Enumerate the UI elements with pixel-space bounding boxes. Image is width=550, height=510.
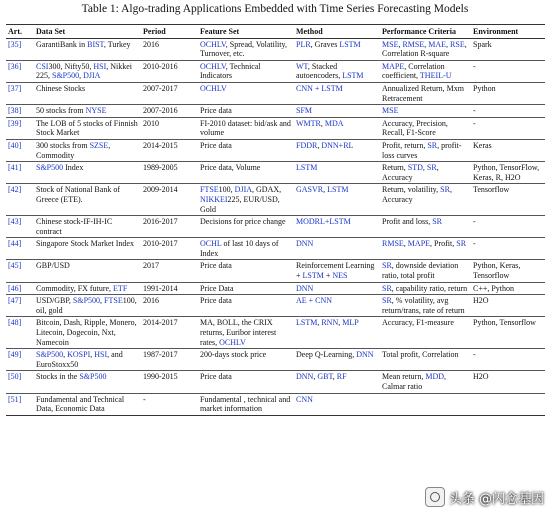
cell-text: , — [100, 296, 105, 306]
cell-text: , — [320, 118, 325, 128]
acronym-link[interactable]: DJIA — [83, 71, 101, 81]
cell-text: , Turkey — [103, 39, 131, 49]
cell-feature-set — [198, 371, 294, 393]
acronym-link[interactable]: S&P500 — [52, 71, 80, 81]
cell-text: Stock of National Bank of Greece (ETE). — [36, 185, 120, 204]
cell-performance-criteria — [380, 117, 471, 139]
table-body — [6, 38, 545, 415]
cell-art-ref[interactable]: [48] — [6, 317, 34, 349]
acronym-link[interactable]: OCHL — [200, 239, 222, 249]
acronym-link[interactable]: NIKKEI — [200, 194, 228, 204]
cell-period: 2007-2016 — [141, 105, 198, 118]
cell-performance-criteria — [380, 371, 471, 393]
cell-art-ref[interactable]: [39] — [6, 117, 34, 139]
acronym-link[interactable]: S&P500 — [36, 163, 64, 173]
acronym-link[interactable]: KOSPI — [67, 350, 91, 360]
cell-data-set — [34, 349, 141, 371]
cell-art-ref[interactable]: [43] — [6, 216, 34, 238]
cell-feature-set — [198, 238, 294, 260]
cell-text: Accuracy, F1-measure — [382, 318, 454, 328]
header-method: Method — [294, 25, 380, 39]
cell-method — [294, 349, 380, 371]
acronym-link[interactable]: SR — [382, 296, 392, 306]
acronym-link[interactable]: OCHLV — [200, 83, 227, 93]
cell-text: FI-2010 dataset: bid/ask and volume — [200, 118, 291, 138]
cell-feature-set — [198, 184, 294, 216]
table-row — [6, 82, 545, 104]
cell-feature-set — [198, 117, 294, 139]
cell-environment: Spark — [471, 38, 545, 60]
table-row — [6, 105, 545, 118]
cell-text: , and EuroStoxx50 — [36, 350, 123, 369]
table-caption: Table 1: Algo-trading Applications Embedded with Time Series Forecasting Models — [81, 3, 469, 15]
cell-text: + — [323, 271, 333, 281]
cell-art-ref[interactable]: [40] — [6, 139, 34, 161]
cell-text: of last 10 days of Index — [200, 239, 279, 258]
cell-text: Return, volatility, — [382, 185, 441, 195]
cell-feature-set — [198, 295, 294, 317]
acronym-link[interactable]: NYSE — [85, 106, 107, 116]
cell-art-ref[interactable]: [46] — [6, 282, 34, 295]
cell-text: Decisions for price change — [200, 217, 286, 227]
acronym-link[interactable]: LSTM — [327, 185, 349, 195]
cell-performance-criteria — [380, 295, 471, 317]
cell-method — [294, 105, 380, 118]
cell-method — [294, 162, 380, 184]
cell-period: 1991-2014 — [141, 282, 198, 295]
cell-text: Fundamental and Technical Data, Economic Data — [36, 394, 125, 414]
acronym-link[interactable]: SR — [440, 185, 450, 195]
cell-text: , Graves — [310, 39, 340, 49]
cell-environment: - — [471, 216, 545, 238]
cell-data-set — [34, 105, 141, 118]
acronym-link[interactable]: DJIA — [234, 185, 253, 195]
cell-performance-criteria — [380, 139, 471, 161]
cell-art-ref[interactable]: [44] — [6, 238, 34, 260]
cell-environment: Python, TensorFlow, Keras, R, H2O — [471, 162, 545, 184]
acronym-link[interactable]: SR — [427, 140, 438, 150]
cell-environment: - — [471, 117, 545, 139]
cell-period: 2010-2017 — [141, 238, 198, 260]
cell-data-set — [34, 162, 141, 184]
cell-text: MA, BOLL, the CRIX returns, Euribor interest rates, — [200, 318, 277, 347]
cell-text: Mean return, — [382, 372, 426, 382]
cell-text: , — [90, 350, 95, 360]
acronym-link[interactable]: DNN — [296, 372, 314, 382]
cell-text: , — [332, 372, 337, 382]
acronym-link[interactable]: MODRL+LSTM — [296, 217, 351, 227]
cell-text: , — [317, 140, 322, 150]
cell-environment: - — [471, 60, 545, 82]
cell-text: Stocks in the — [36, 372, 80, 382]
cell-data-set — [34, 139, 141, 161]
acronym-link[interactable]: WMTR — [296, 118, 321, 128]
acronym-link[interactable]: MSE — [382, 39, 399, 49]
cell-text: Commodity, FX future, — [36, 283, 114, 293]
cell-text: , Correlation coefficient, — [382, 61, 445, 81]
acronym-link[interactable]: MAPE — [382, 61, 405, 71]
cell-data-set — [34, 295, 141, 317]
cell-text: Bitcoin, Dash, Ripple, Monero, Litecoin, Dogecoin, Nxt, Namecoin — [36, 318, 137, 347]
table-row — [6, 282, 545, 295]
cell-period: 2014-2017 — [141, 317, 198, 349]
cell-text: Index — [63, 163, 84, 173]
cell-text: 300 stocks from — [36, 140, 90, 150]
cell-feature-set — [198, 82, 294, 104]
cell-data-set — [34, 282, 141, 295]
cell-art-ref[interactable]: [47] — [6, 295, 34, 317]
acronym-link[interactable]: GBT — [317, 372, 333, 382]
acronym-link[interactable]: MDD — [425, 372, 444, 382]
acronym-link[interactable]: BIST — [87, 39, 104, 49]
cell-method — [294, 317, 380, 349]
cell-environment: Keras — [471, 139, 545, 161]
table-row — [6, 139, 545, 161]
cell-method — [294, 393, 380, 415]
acronym-link[interactable]: SR — [382, 283, 392, 293]
acronym-link[interactable]: FTSE — [104, 296, 123, 306]
cell-environment: Tensorflow — [471, 184, 545, 216]
cell-method — [294, 282, 380, 295]
cell-text: 300, Nifty50, — [48, 61, 94, 71]
cell-text: , Correlation R-square — [382, 39, 467, 59]
cell-text: Annualized Return, Mxm Retracement — [382, 83, 464, 103]
header-performance-criteria: Performance Criteria — [380, 25, 471, 39]
cell-data-set — [34, 371, 141, 393]
acronym-link[interactable]: DNN — [296, 239, 314, 249]
cell-text: GBP/USD — [36, 261, 70, 271]
cell-feature-set — [198, 317, 294, 349]
cell-method — [294, 371, 380, 393]
cell-period: 1989-2005 — [141, 162, 198, 184]
cell-feature-set — [198, 38, 294, 60]
acronym-link[interactable]: S&P500 — [72, 296, 101, 306]
cell-environment: - — [471, 238, 545, 260]
cell-environment: - — [471, 105, 545, 118]
acronym-link[interactable]: DNN+RL — [321, 140, 354, 150]
table-row — [6, 317, 545, 349]
table-row — [6, 60, 545, 82]
acronym-link[interactable]: MDA — [324, 118, 344, 128]
acronym-link[interactable]: CNN — [296, 394, 313, 404]
cell-method — [294, 82, 380, 104]
acronym-link[interactable]: S&P500 — [36, 350, 64, 360]
table-row — [6, 184, 545, 216]
cell-period: 2007-2017 — [141, 82, 198, 104]
acronym-link[interactable]: LSTM — [296, 163, 318, 173]
cell-art-ref[interactable]: [36] — [6, 60, 34, 82]
cell-art-ref[interactable]: [49] — [6, 349, 34, 371]
cell-text: , — [446, 39, 451, 49]
cell-method — [294, 216, 380, 238]
cell-art-ref[interactable]: [41] — [6, 162, 34, 184]
cell-period: 2016-2017 — [141, 216, 198, 238]
cell-text: Profit and loss, — [382, 217, 433, 227]
cell-feature-set — [198, 393, 294, 415]
watermark — [425, 487, 544, 507]
cell-art-ref[interactable]: [37] — [6, 82, 34, 104]
cell-text: , Accuracy — [382, 185, 452, 204]
cell-text: 200-days stock price — [200, 350, 267, 360]
cell-performance-criteria — [380, 349, 471, 371]
watermark-text: 头条 @闪念基因 — [448, 491, 544, 507]
acronym-link[interactable]: MLP — [342, 318, 359, 328]
cell-method — [294, 60, 380, 82]
cell-text: Profit, return, — [382, 140, 428, 150]
cell-text: Price data — [200, 140, 232, 150]
acronym-link[interactable]: PLR — [296, 39, 311, 49]
cell-text: , Profit, — [430, 239, 457, 249]
cell-feature-set — [198, 216, 294, 238]
cell-art-ref[interactable]: [42] — [6, 184, 34, 216]
cell-method — [294, 260, 380, 282]
cell-performance-criteria — [380, 260, 471, 282]
cell-text: 100, oil, gold — [36, 296, 137, 315]
table-row — [6, 371, 545, 393]
acronym-link[interactable]: AE + CNN — [296, 296, 333, 306]
cell-feature-set — [198, 349, 294, 371]
cell-text: , — [422, 163, 427, 173]
cell-text: Price data, Volume — [200, 163, 261, 173]
acronym-link[interactable]: THEIL-U — [419, 71, 452, 81]
cell-text: Price Data — [200, 283, 234, 293]
acronym-link[interactable]: S&P500 — [79, 372, 107, 382]
table-row — [6, 295, 545, 317]
cell-text: , — [323, 185, 328, 195]
table-row — [6, 393, 545, 415]
acronym-link[interactable]: DNN — [296, 283, 314, 293]
acronym-link[interactable]: MSE — [382, 106, 399, 116]
acronym-link[interactable]: OCHLV — [200, 39, 226, 49]
cell-method — [294, 184, 380, 216]
cell-feature-set — [198, 60, 294, 82]
acronym-link[interactable]: NES — [332, 271, 348, 281]
cell-text: , capability ratio, return — [391, 283, 468, 293]
cell-data-set — [34, 38, 141, 60]
cell-data-set — [34, 260, 141, 282]
table-row — [6, 238, 545, 260]
cell-data-set — [34, 184, 141, 216]
cell-text: Reinforcement Learning + — [296, 261, 375, 281]
acronym-link[interactable]: SR — [456, 239, 467, 249]
cell-text: 100, — [218, 185, 235, 195]
acronym-link[interactable]: WT — [296, 61, 308, 71]
header-data-set: Data Set — [34, 25, 141, 39]
cell-text: , downside deviation ratio, total profit — [382, 261, 459, 281]
acronym-link[interactable]: CNN + LSTM — [296, 83, 343, 93]
cell-performance-criteria — [380, 238, 471, 260]
cell-text: Total profit, Correlation — [382, 350, 459, 360]
table-row — [6, 117, 545, 139]
acronym-link[interactable]: MAPE — [407, 239, 431, 249]
cell-text: , — [338, 318, 343, 328]
cell-period: 2014-2015 — [141, 139, 198, 161]
header-period: Period — [141, 25, 198, 39]
table-row — [6, 162, 545, 184]
cell-environment: - — [471, 349, 545, 371]
cell-text: , — [79, 71, 84, 81]
cell-text: GarantiBank in — [36, 39, 88, 49]
cell-text: , — [63, 350, 68, 360]
cell-environment: H2O — [471, 295, 545, 317]
acronym-link[interactable]: SZSE — [89, 140, 109, 150]
cell-environment: C++, Python — [471, 282, 545, 295]
cell-feature-set — [198, 105, 294, 118]
acronym-link[interactable]: DNN — [356, 350, 374, 360]
algo-trading-table — [6, 24, 545, 416]
cell-art-ref[interactable]: [51] — [6, 393, 34, 415]
cell-method — [294, 38, 380, 60]
cell-text: Accuracy, Precision, Recall, F1-Score — [382, 118, 448, 138]
header-feature-set: Feature Set — [198, 25, 294, 39]
cell-text: The LOB of 5 stocks of Finnish Stock Market — [36, 118, 138, 138]
acronym-link[interactable]: SR — [382, 261, 392, 271]
cell-feature-set — [198, 260, 294, 282]
cell-text: Return, — [382, 163, 408, 173]
cell-performance-criteria — [380, 393, 471, 415]
camera-app-icon — [425, 487, 445, 507]
cell-text: , GDAX, — [252, 185, 282, 195]
acronym-link[interactable]: FTSE — [200, 185, 219, 195]
cell-data-set — [34, 216, 141, 238]
cell-text: , Stacked autoencoders, — [296, 61, 343, 81]
acronym-link[interactable]: RMSE — [402, 39, 425, 49]
acronym-link[interactable]: ETF — [113, 283, 128, 293]
cell-method — [294, 117, 380, 139]
table-row — [6, 216, 545, 238]
cell-text: , Commodity — [36, 140, 111, 160]
header-art: Art. — [6, 25, 34, 39]
cell-text: Singapore Stock Market Index — [36, 239, 134, 249]
cell-feature-set — [198, 139, 294, 161]
cell-text: USD/GBP, — [36, 296, 73, 306]
acronym-link[interactable]: STD — [407, 163, 423, 173]
cell-text: , Spread, Volatility, Turnover, etc. — [200, 39, 287, 59]
cell-art-ref[interactable]: [38] — [6, 105, 34, 118]
acronym-link[interactable]: RF — [336, 372, 347, 382]
cell-text: , Nikkei 225, — [36, 61, 133, 81]
cell-text: Price data — [200, 296, 232, 306]
acronym-link[interactable]: HSI — [93, 61, 107, 71]
cell-data-set — [34, 117, 141, 139]
cell-text: Chinese stock-IF-IH-IC contract — [36, 217, 113, 236]
cell-performance-criteria — [380, 216, 471, 238]
cell-art-ref[interactable]: [50] — [6, 371, 34, 393]
cell-performance-criteria — [380, 105, 471, 118]
cell-data-set — [34, 317, 141, 349]
cell-environment: Python, Keras, Tensorflow — [471, 260, 545, 282]
cell-performance-criteria — [380, 184, 471, 216]
cell-period: 2017 — [141, 260, 198, 282]
cell-text: , Calmar ratio — [382, 372, 446, 391]
cell-period: 2010 — [141, 117, 198, 139]
acronym-link[interactable]: RMSE — [382, 239, 404, 249]
acronym-link[interactable]: RSE — [450, 39, 465, 49]
cell-performance-criteria — [380, 82, 471, 104]
cell-data-set — [34, 82, 141, 104]
acronym-link[interactable]: MAE — [428, 39, 447, 49]
cell-period: 2016 — [141, 38, 198, 60]
cell-text: , Technical Indicators — [200, 61, 261, 81]
cell-text: , — [403, 239, 408, 249]
cell-period: 1990-2015 — [141, 371, 198, 393]
table-row — [6, 38, 545, 60]
cell-method — [294, 139, 380, 161]
acronym-link[interactable]: LSTM — [296, 318, 318, 328]
cell-performance-criteria — [380, 282, 471, 295]
cell-art-ref[interactable]: [45] — [6, 260, 34, 282]
cell-text: Deep Q-Learning, — [296, 350, 357, 360]
cell-feature-set — [198, 162, 294, 184]
acronym-link[interactable]: LSTM — [339, 39, 361, 49]
cell-environment: Python, Tensorflow — [471, 317, 545, 349]
cell-text: Price data — [200, 372, 232, 382]
acronym-link[interactable]: OCHLV — [200, 61, 226, 71]
cell-data-set — [34, 60, 141, 82]
cell-text: , % volatility, avg return/trans, rate of return — [382, 296, 465, 315]
cell-text: , — [313, 372, 318, 382]
cell-data-set — [34, 393, 141, 415]
table-row — [6, 260, 545, 282]
acronym-link[interactable]: HSI — [94, 350, 108, 360]
cell-text: 225, EUR/USD, Gold — [200, 194, 280, 214]
acronym-link[interactable]: SR — [426, 163, 437, 173]
cell-period: 2009-2014 — [141, 184, 198, 216]
cell-period: 2010-2016 — [141, 60, 198, 82]
cell-art-ref[interactable]: [35] — [6, 38, 34, 60]
acronym-link[interactable]: SFM — [296, 106, 313, 116]
cell-environment: Python — [471, 82, 545, 104]
cell-feature-set — [198, 282, 294, 295]
cell-text: Chinese Stocks — [36, 83, 86, 93]
acronym-link[interactable]: OCHLV — [219, 337, 246, 347]
cell-method — [294, 295, 380, 317]
acronym-link[interactable]: LSTM — [302, 271, 324, 281]
cell-performance-criteria — [380, 317, 471, 349]
acronym-link[interactable]: GASVR — [296, 185, 324, 195]
cell-text: 50 stocks from — [36, 106, 86, 116]
cell-method — [294, 238, 380, 260]
cell-period: 1987-2017 — [141, 349, 198, 371]
acronym-link[interactable]: CSI — [36, 61, 49, 71]
cell-period: - — [141, 393, 198, 415]
acronym-link[interactable]: LSTM — [342, 71, 364, 81]
header-environment: Environment — [471, 25, 545, 39]
cell-performance-criteria — [380, 38, 471, 60]
table-row — [6, 349, 545, 371]
cell-text: Price data — [200, 261, 232, 271]
cell-text: , — [398, 39, 403, 49]
cell-data-set — [34, 238, 141, 260]
cell-text: Price data — [200, 106, 232, 116]
cell-environment: H2O — [471, 371, 545, 393]
cell-performance-criteria — [380, 60, 471, 82]
cell-text: Fundamental , technical and market information — [200, 394, 291, 414]
cell-text: , profit-loss curves — [382, 140, 462, 160]
cell-text: , — [317, 318, 322, 328]
cell-performance-criteria — [380, 162, 471, 184]
acronym-link[interactable]: SR — [432, 217, 443, 227]
acronym-link[interactable]: FDDR — [296, 140, 318, 150]
cell-text: , — [424, 39, 429, 49]
acronym-link[interactable]: RNN — [321, 318, 339, 328]
cell-environment — [471, 393, 545, 415]
cell-text: , Accuracy — [382, 163, 439, 182]
cell-period: 2016 — [141, 295, 198, 317]
header-row — [6, 25, 545, 39]
